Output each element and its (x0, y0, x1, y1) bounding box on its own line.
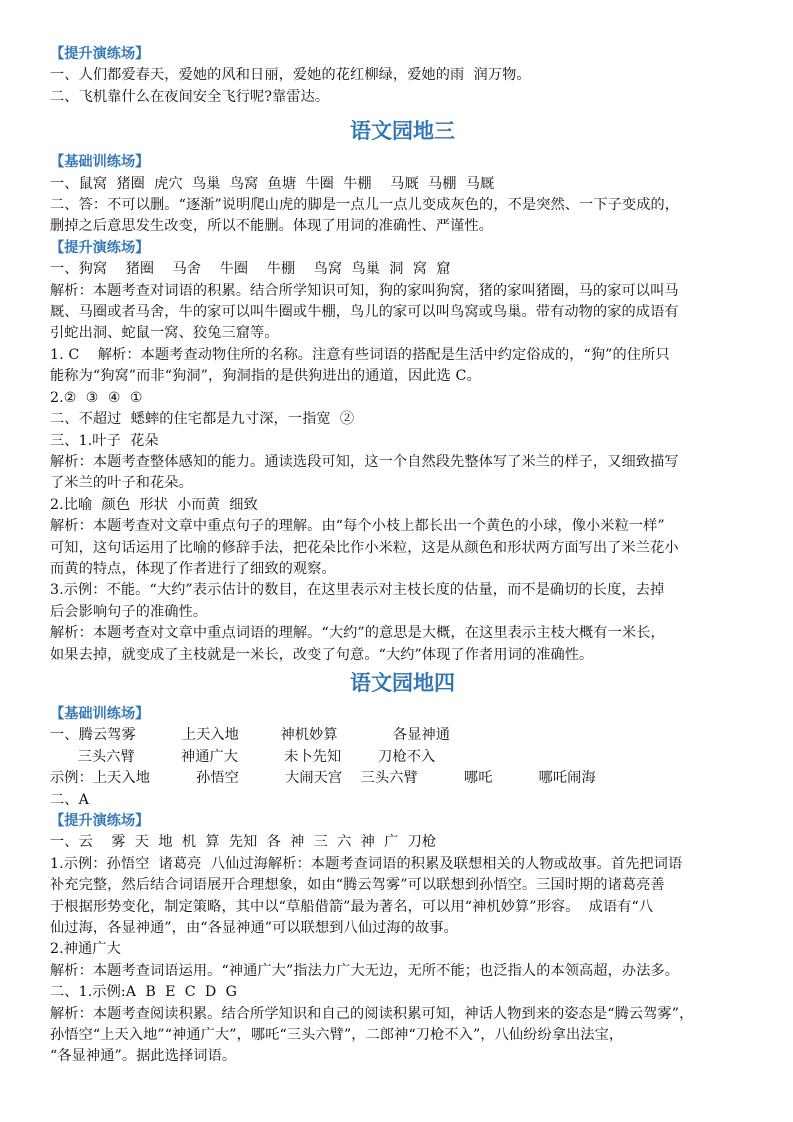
section-4-advance-label: 【提升演练场】 (50, 813, 150, 829)
section-4-advance-content (50, 832, 755, 1067)
text-line: 后会影响句子的准确性。 (50, 603, 208, 620)
text-line: 2.② ③ ④ ① (50, 389, 143, 406)
text-line: 如果去掉，就变成了主枝就是一米长，改变了句意。“大约”体现了作者用词的准确性。 (50, 646, 594, 663)
text-line: 2.神通广大 (50, 941, 121, 958)
text-line: 一、狗窝 猪圈 马舍 牛圈 牛棚 鸟窝 鸟巢 洞 窝 窟 (50, 261, 451, 278)
text-line: 仙过海，各显神通”，由“各显神通”可以联想到八仙过海的故事。 (50, 920, 458, 937)
section-4-basic-content (50, 725, 755, 811)
text-line: 三、1.叶子 花朵 (50, 432, 159, 449)
text-line: 一、鼠窝 猪圈 虎穴 鸟巢 鸟窝 鱼塘 牛圈 牛棚 马厩 马棚 马厩 (50, 175, 495, 192)
section-3-basic-label: 【基础训练场】 (50, 154, 150, 171)
text-line: 2.比喻 颜色 形状 小而黄 细致 (50, 496, 258, 513)
top-advance-label: 【提升演练场】 (50, 46, 150, 62)
text-line: 补充完整，然后结合词语展开合理想象，如由“腾云驾雾”可以联想到孙悟空。三国时期的诸葛亮善 (50, 877, 665, 894)
text-line: 1. C 解析：本题考查动物住所的名称。注意有些词语的搭配是生活中约定俗成的，“狗”的住所只 (50, 346, 670, 363)
section-4-title: 语文园地四 (350, 670, 455, 695)
text-line: 一、云 雾 天 地 机 算 先知 各 神 三 六 神 广 刀枪 (50, 834, 437, 851)
text-line: 厩、马圈或者马舍，牛的家可以叫牛圈或牛棚，鸟儿的家可以叫鸟窝或鸟巢。带有动物的家的成语有 (50, 304, 679, 321)
section-3-advance-content (50, 259, 755, 666)
text-line: 示例：上天入地 孙悟空 大闹天宫 三头六臂 哪吒 哪吒闹海 (50, 770, 596, 787)
text-line: 一、腾云驾雾 上天入地 神机妙算 各显神通 (50, 727, 451, 744)
text-line: “各显神通”。据此选择词语。 (50, 1048, 237, 1065)
text-line: 二、不超过 蟋蟀的住宅都是九寸深，一指宽 ② (50, 411, 355, 428)
section-3-title: 语文园地三 (350, 119, 455, 144)
text-line: 三头六臂 神通广大 未卜先知 刀枪不入 (50, 748, 436, 765)
text-line: 一、人们都爱春天，爱她的风和日丽，爱她的花红柳绿，爱她的雨 润万物。 (50, 67, 531, 84)
text-line: 于根据形势变化，制定策略，其中以“草船借箭”最为著名，可以用“神机妙算”形容。 成语有“八 (50, 898, 654, 915)
text-line: 孙悟空“上天入地”“神通广大”，哪吒“三头六臂”，二郎神“刀枪不入”，八仙纷纷拿出法宝， (50, 1027, 624, 1044)
text-line: 二、飞机靠什么在夜间安全飞行呢?靠雷达。 (50, 88, 330, 105)
text-line: 引蛇出洞、蛇鼠一窝、狡兔三窟等。 (50, 325, 279, 342)
text-line: 了米兰的叶子和花朵。 (50, 475, 193, 492)
section-3-advance-label: 【提升演练场】 (50, 239, 150, 256)
text-line: 1.示例：孙悟空 诸葛亮 八仙过海解析：本题考查词语的积累及联想相关的人物或故事。首先把词语 (50, 855, 683, 872)
text-line: 可知，这句话运用了比喻的修辞手法，把花朵比作小米粒，这是从颜色和形状两方面写出了米兰花小 (50, 539, 679, 556)
top-advance-content (50, 65, 755, 108)
text-line: 解析：本题考查词语运用。“神通广大”指法力广大无边，无所不能；也泛指人的本领高超，办法多。 (50, 962, 680, 979)
section-3-basic-content (50, 174, 755, 238)
text-line: 解析：本题考查阅读积累。结合所学知识和自己的阅读积累可知，神话人物到来的姿态是“腾云驾雾”， (50, 1005, 694, 1022)
text-line: 3.示例：不能。“大约”表示估计的数目，在这里表示对主枝长度的估量，而不是确切的长度，去掉 (50, 582, 665, 599)
text-line: 二、A (50, 791, 89, 808)
text-line: 能称为“狗窝”而非“狗洞”，狗洞指的是供狗进出的通道，因此选 C。 (50, 368, 481, 385)
text-line: 二、答：不可以删。“逐渐”说明爬山虎的脚是一点儿一点儿变成灰色的，不是突然、一下子变成的， (50, 197, 680, 214)
text-line: 解析：本题考查对词语的积累。结合所学知识可知，狗的家叫狗窝，猪的家叫猪圈，马的家可以叫马 (50, 282, 679, 299)
text-line: 解析：本题考查对文章中重点句子的理解。由“每个小枝上都长出一个黄色的小球，像小米粒一样” (50, 518, 665, 535)
text-line: 而黄的特点，体现了作者进行了细致的观察。 (50, 560, 336, 577)
answer-page (50, 44, 755, 1068)
text-line: 删掉之后意思发生改变，所以不能删。体现了用词的准确性、严谨性。 (50, 218, 493, 235)
section-4-basic-label: 【基础训练场】 (50, 705, 150, 722)
text-line: 解析：本题考查整体感知的能力。通读选段可知，这一个自然段先整体写了米兰的样子，又细致描写 (50, 453, 679, 470)
text-line: 二、1.示例:A B E C D G (50, 984, 238, 1001)
text-line: 解析：本题考查对文章中重点词语的理解。“大约”的意思是大概，在这里表示主枝大概有一米长， (50, 625, 665, 642)
